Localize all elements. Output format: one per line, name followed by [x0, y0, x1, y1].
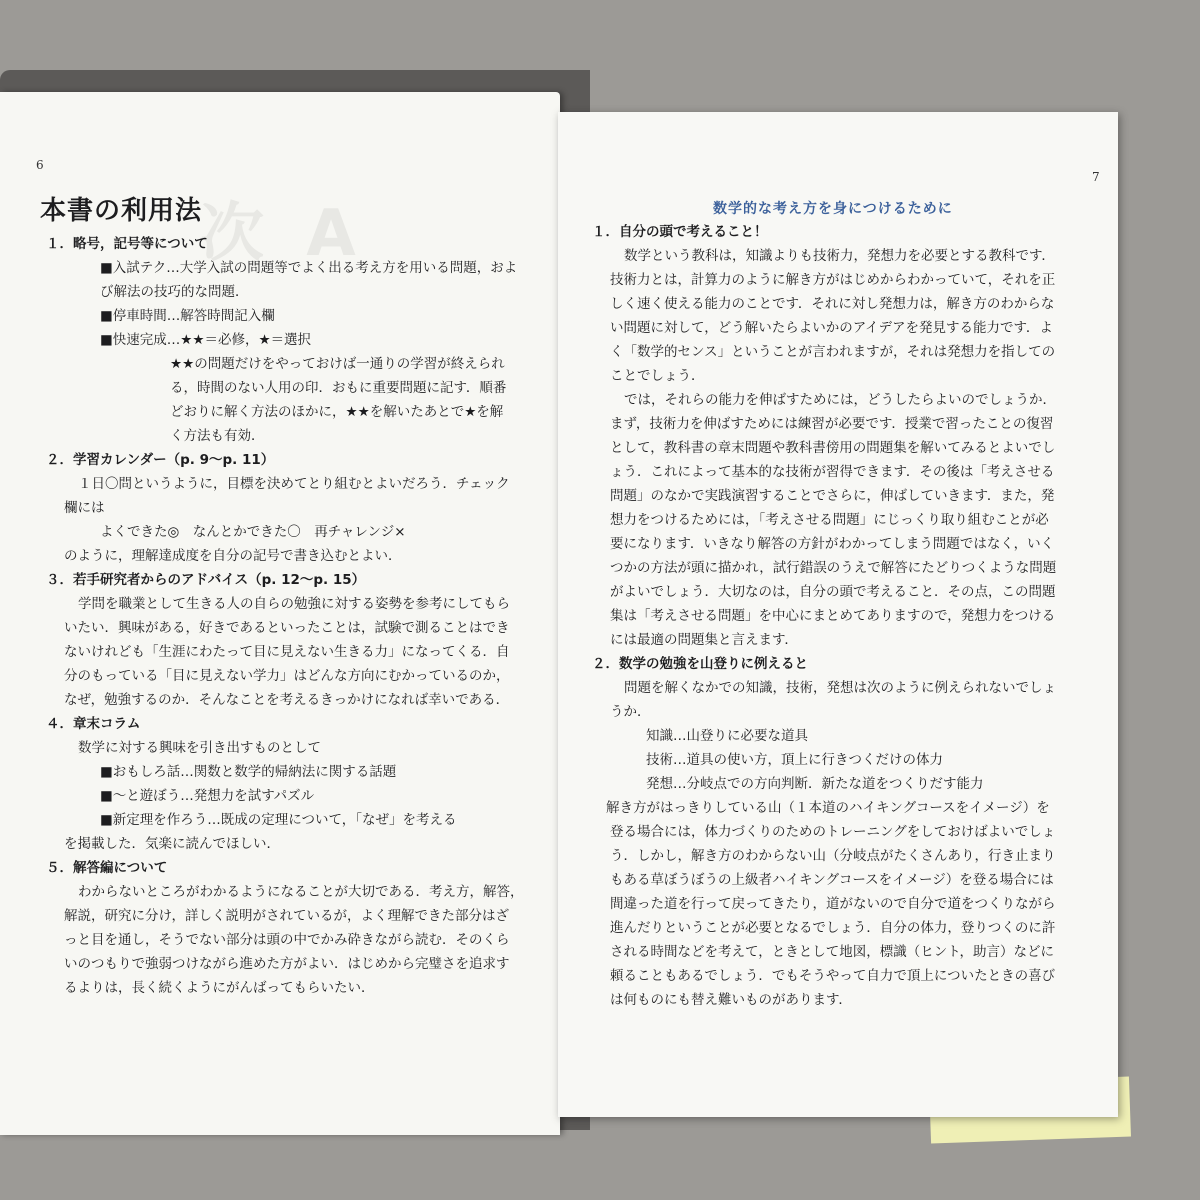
- body-line: まず，技術力を伸ばすためには練習が必要です．授業で習ったことの復習: [610, 416, 1054, 432]
- body-line: 欄には: [64, 500, 105, 516]
- body-line: なぜ，勉強するのか．そんなことを考えるきっかけになれば幸いである．: [64, 692, 510, 708]
- body-line: は何ものにも替え難いものがあります．: [610, 992, 852, 1008]
- body-line: １日〇問というように，目標を決めてとり組むとよいだろう．チェック: [78, 476, 510, 492]
- section-heading: ３．若手研究者からのアドバイス（p. 12〜p. 15）: [46, 572, 366, 588]
- section-heading: ４．章末コラム: [46, 716, 141, 732]
- body-line: 学問を職業として生きる人の自らの勉強に対する姿勢を参考にしてもら: [78, 596, 510, 612]
- body-line: ことでしょう．: [610, 368, 705, 384]
- body-line: く「数学的センス」ということが言われますが，それは発想力を指しての: [610, 344, 1056, 360]
- page-title: 本書の利用法: [40, 196, 203, 226]
- body-line: ないけれども「生涯にわたって目に見えない生きる力」になってくる．自: [64, 644, 510, 660]
- body-line: っと目を通し，そうでない部分は頭の中でかみ砕きながら読む．そのくら: [64, 932, 510, 948]
- right-page: [558, 112, 1118, 1117]
- body-line: う．しかし，解き方のわからない山（分岐点がたくさんあり，行き止まり: [610, 848, 1056, 864]
- body-line: 解説，研究に分け，詳しく説明がされているが，よく理解できた部分はざ: [64, 908, 509, 924]
- body-line: される時間などを考えて，ときとして地図，標識（ヒント，助言）などに: [610, 944, 1055, 960]
- body-line: 要になります．いきなり解答の方針がわかってしまう問題ではなく，いく: [610, 536, 1055, 552]
- body-line: うか．: [610, 704, 651, 720]
- body-line: ■おもしろ話…関数と数学的帰納法に関する話題: [100, 764, 397, 780]
- section-heading: ２．数学の勉強を山登りに例えると: [592, 656, 808, 672]
- section-heading: ２．学習カレンダー（p. 9〜p. 11）: [46, 452, 275, 468]
- right-page-body: [592, 220, 1092, 1012]
- body-line: 技術力とは，計算力のように解き方がはじめからわかっていて，それを正: [610, 272, 1056, 288]
- body-line: ★★の問題だけをやっておけば一通りの学習が終えられ: [170, 356, 505, 372]
- body-line: がよいでしょう．大切なのは，自分の頭で考えること．その点，この問題: [610, 584, 1056, 600]
- body-line: では，それらの能力を伸ばすためには，どうしたらよいのでしょうか．: [624, 392, 1056, 408]
- section-heading: １．略号，記号等について: [46, 236, 208, 252]
- body-line: として，教科書の章末問題や教科書傍用の問題集を解いてみるとよいでし: [610, 440, 1056, 456]
- body-line: 登る場合には，体力づくりのためのトレーニングをしておけばよいでしょ: [610, 824, 1056, 840]
- page-title: 数学的な考え方を身につけるために: [713, 201, 953, 217]
- body-line: つかの方法が頭に描かれ，試行錯誤のうえで解答にたどりつくような問題: [610, 560, 1057, 576]
- body-line: るよりは，長く続くようにがんばってもらいたい．: [64, 980, 375, 996]
- body-line: 問題」のなかで実践演習することでさらに，伸ばしていきます．また，発: [610, 488, 1055, 504]
- show-through-text: 次 A: [200, 197, 366, 271]
- page-number: 6: [36, 158, 44, 172]
- body-line: 想力をつけるためには，「考えさせる問題」にじっくり取り組むことが必: [610, 512, 1049, 528]
- body-line: いのつもりで強弱つけながら進めた方がよい．はじめから完璧さを追求す: [64, 956, 510, 972]
- body-line: いたい．興味がある，好きであるといったことは，試験で測ることはでき: [64, 620, 510, 636]
- body-line: 集は「考えさせる問題」を中心にまとめてありますので，発想力をつける: [610, 608, 1056, 624]
- body-line: ■〜と遊ぼう…発想力を試すパズル: [100, 788, 315, 804]
- body-line: 問題を解くなかでの知識，技術，発想は次のように例えられないでしょ: [624, 680, 1056, 696]
- body-line: 数学という教科は，知識よりも技術力，発想力を必要とする教科です．: [624, 248, 1055, 264]
- left-page: [0, 92, 560, 1135]
- body-line: ょう．これによって基本的な技術が習得できます．その後は「考えさせる: [610, 464, 1055, 480]
- section-heading: １．自分の頭で考えること！: [592, 224, 768, 240]
- body-line: もある草ぼうぼうの上級者ハイキングコースをイメージ）を登る場合には: [610, 872, 1054, 888]
- left-page-body: [46, 232, 556, 1000]
- body-line: 頼ることもあるでしょう．でもそうやって自力で頂上についたときの喜び: [610, 968, 1056, 984]
- body-line: る，時間のない人用の印．おもに重要問題に記す．順番: [170, 380, 507, 396]
- body-line: 数学に対する興味を引き出すものとして: [78, 740, 321, 756]
- body-line: のように，理解達成度を自分の記号で書き込むとよい．: [64, 548, 402, 564]
- body-line: 知識…山登りに必要な道具: [646, 728, 808, 744]
- body-line: よくできた◎ なんとかできた〇 再チャレンジ×: [100, 524, 406, 540]
- page-number: 7: [1092, 170, 1100, 184]
- body-line: ■新定理を作ろう…既成の定理について，「なぜ」を考える: [100, 812, 457, 828]
- body-line: 発想…分岐点での方向判断．新たな道をつくりだす能力: [646, 776, 984, 792]
- body-line: 技術…道具の使い方，頂上に行きつくだけの体力: [646, 752, 943, 768]
- body-line: 間違った道を行って戻ってきたり，道がないので自分で道をつくりながら: [610, 896, 1056, 912]
- body-line: どおりに解く方法のほかに，★★を解いたあとで★を解: [170, 404, 504, 420]
- body-line: い問題に対して，どう解いたらよいかのアイデアを発見する能力です．よ: [610, 320, 1053, 336]
- body-line: び解法の技巧的な問題．: [100, 284, 249, 300]
- body-line: しく速く使える能力のことです．それに対し発想力は，解き方のわからな: [610, 296, 1055, 312]
- section-heading: ５．解答編について: [46, 860, 168, 876]
- body-line: ■快速完成…★★＝必修，★＝選択: [100, 332, 312, 348]
- body-line: わからないところがわかるようになることが大切である．考え方，解答，: [78, 884, 524, 900]
- body-line: を掲載した．気楽に読んでほしい．: [64, 836, 280, 852]
- body-line: 分のもっている「目に見えない学力」はどんな方向にむかっているのか，: [64, 668, 510, 684]
- body-line: く方法も有効．: [170, 428, 265, 444]
- body-line: ■入試テク…大学入試の問題等でよく出る考え方を用いる問題，およ: [100, 260, 518, 276]
- body-line: ■停車時間…解答時間記入欄: [100, 308, 275, 324]
- body-line: 解き方がはっきりしている山（１本道のハイキングコースをイメージ）を: [606, 800, 1050, 816]
- body-line: には最適の問題集と言えます．: [610, 632, 798, 648]
- body-line: 進んだりということが必要となるでしょう．自分の体力，登りつくのに許: [610, 920, 1056, 936]
